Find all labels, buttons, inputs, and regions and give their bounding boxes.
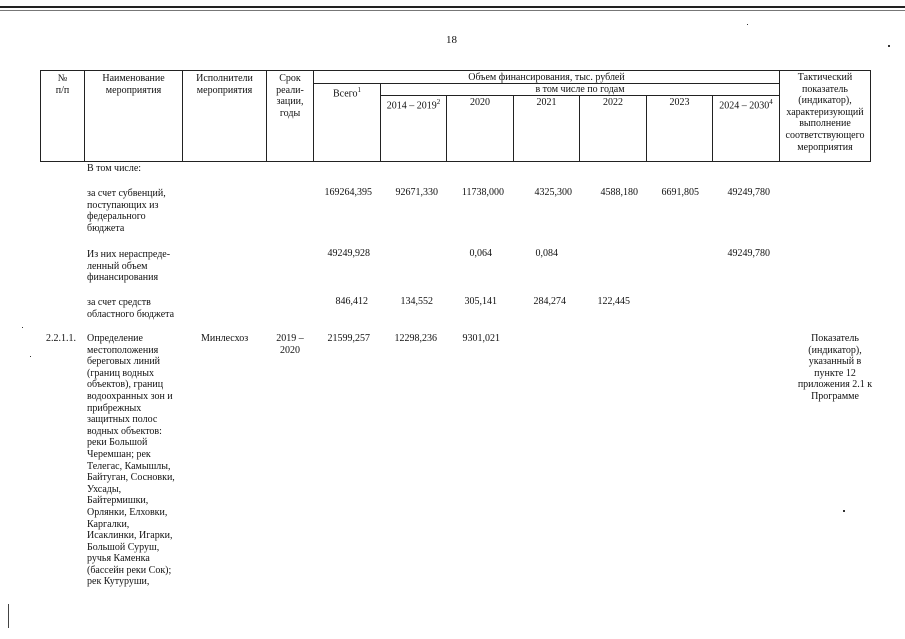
scan-edge-mark: [8, 604, 9, 628]
row-activity-number: 2.2.1.1.: [46, 333, 76, 344]
row-regional-2014-2019: 134,552: [400, 296, 433, 307]
row-subventions-2024-2030: 49249,780: [727, 187, 770, 198]
row-regional-2021: 284,274: [533, 296, 566, 307]
row-unallocated-total: 49249,928: [327, 248, 370, 259]
row-subventions-2022: 4588,180: [600, 187, 638, 198]
row-subventions-name: за счет субвенций, поступающих из федерального бюджета: [87, 188, 166, 234]
row-subventions-2021: 4325,300: [534, 187, 572, 198]
header-term: Срок реали- зации, годы: [276, 73, 304, 119]
row-including-label: В том числе:: [87, 163, 142, 174]
row-activity-2020: 9301,021: [462, 333, 500, 344]
row-unallocated-2020: 0,064: [469, 248, 492, 259]
header-indicator: Тактический показатель (индикатор), характеризующий выполнение соответствующего мероприятия: [785, 72, 865, 153]
header-year-2023: 2023: [669, 97, 690, 108]
row-activity-total: 21599,257: [327, 333, 370, 344]
row-activity-term: 2019 – 2020: [276, 333, 304, 356]
header-year-2020: 2020: [470, 97, 490, 108]
row-subventions-2023: 6691,805: [661, 187, 699, 198]
header-executors: Исполнители мероприятия: [196, 73, 253, 96]
row-unallocated-name: Из них нераспреде- ленный объем финансирования: [87, 249, 171, 284]
row-regional-2020: 305,141: [464, 296, 497, 307]
scan-speck: [888, 45, 890, 47]
scan-speck: [30, 356, 31, 357]
row-regional-name: за счет средств областного бюджета: [87, 297, 175, 320]
header-by-year: в том числе по годам: [535, 84, 625, 95]
header-name: Наименование мероприятия: [102, 73, 165, 96]
row-regional-total: 846,412: [335, 296, 368, 307]
scan-speck: [747, 24, 748, 25]
header-num: № п/п: [55, 73, 70, 96]
row-activity-2014-2019: 12298,236: [394, 333, 437, 344]
row-unallocated-2024-2030: 49249,780: [727, 248, 770, 259]
row-activity-name: Определение местоположения береговых линий (границ водных объектов), границ водоохранных зон и прибрежных защитных полос водных объектов: реки Большой Черемшан; рек Телегас, Камышлы, Байтуган, Сосновки, Ухсады, Байтермишки, Орлянки, Елховки, Каргалки, Исаклинки, Игарки, Большой Суруш, ручья Каменка (бассейн реки Сок); рек Кутуруши,: [87, 333, 175, 588]
row-activity-executor: Минлесхоз: [201, 333, 249, 344]
header-year-2024-2030: 2024 – 2030$^4$: [719, 98, 773, 112]
row-unallocated-2021: 0,084: [535, 248, 558, 259]
row-subventions-2014-2019: 92671,330: [395, 187, 438, 198]
scan-speck: [843, 510, 845, 512]
header-year-2022: 2022: [603, 97, 623, 108]
header-total: Всего$^1$: [332, 86, 362, 100]
row-subventions-2020: 11738,000: [461, 187, 504, 198]
row-activity-indicator: Показатель (индикатор), указанный в пункте 12 приложения 2.1 к Программе: [797, 333, 873, 402]
row-subventions-total: 169264,395: [324, 187, 372, 198]
header-funding: Объем финансирования, тыс. рублей: [468, 72, 625, 83]
row-regional-2022: 122,445: [597, 296, 630, 307]
header-year-2014-2019: 2014 – 2019$^2$: [386, 98, 441, 112]
scan-speck: [22, 327, 23, 328]
header-year-2021: 2021: [536, 97, 557, 108]
page-number: 18: [446, 34, 457, 46]
